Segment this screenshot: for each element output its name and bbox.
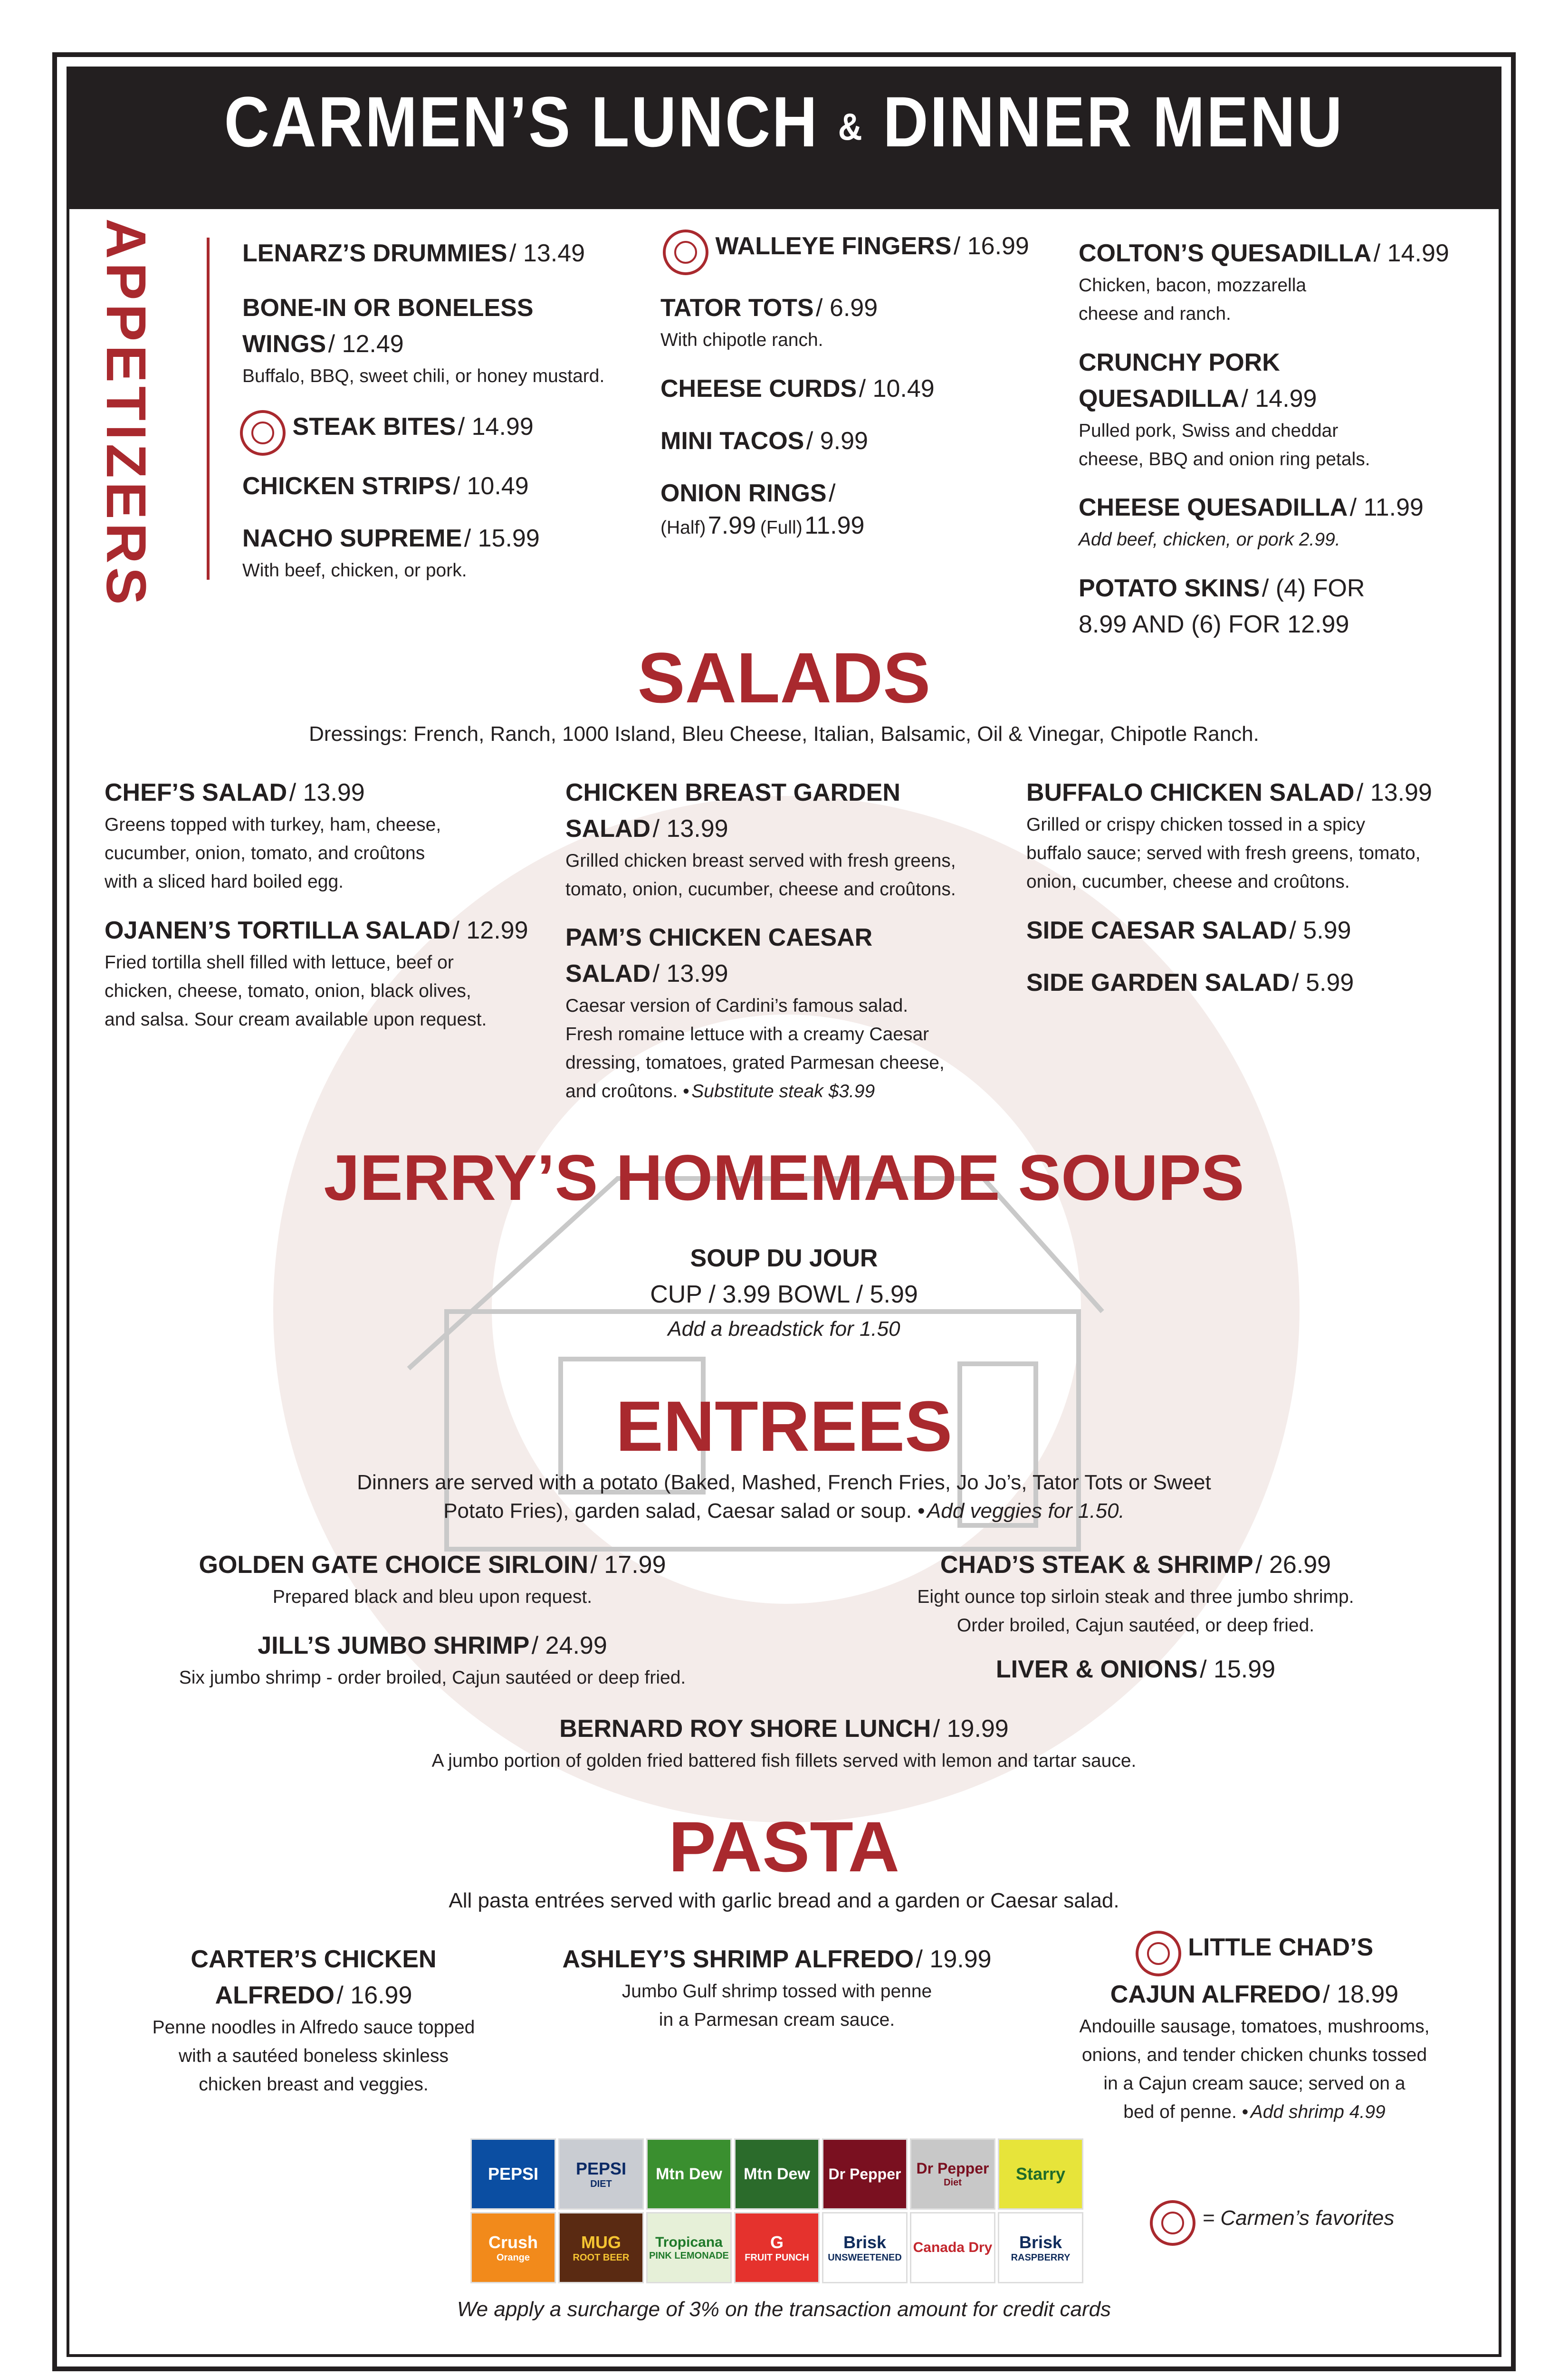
drink-label: Brisk: [1019, 2232, 1062, 2252]
item-desc: Eight ounce top sirloin steak and three jumbo shrimp.: [917, 1587, 1354, 1607]
salad-buffalo-chicken: [1026, 775, 1482, 896]
salads-title: SALADS: [637, 638, 931, 718]
drink-label: Tropicana: [655, 2234, 723, 2250]
item-name: CHEESE QUESADILLA: [1079, 494, 1348, 521]
surcharge-text: We apply a surcharge of 3% on the transaction amount for credit cards: [457, 2298, 1111, 2321]
appetizer-chicken-strips: [242, 468, 529, 504]
item-desc: With chipotle ranch.: [660, 330, 823, 350]
item-price: / 10.49: [453, 472, 529, 500]
item-price: / 14.99: [1241, 385, 1317, 412]
item-name: ASHLEY’S SHRIMP ALFREDO: [562, 1945, 914, 1973]
drink-sub: RASPBERRY: [1011, 2252, 1071, 2263]
carmens-favorite-icon: [663, 230, 708, 275]
item-name: TATOR TOTS: [660, 294, 814, 322]
item-desc: Chicken, bacon, mozzarella: [1079, 275, 1307, 296]
item-desc: and croûtons. •: [565, 1081, 689, 1102]
item-desc: Grilled chicken breast served with fresh greens,: [565, 851, 956, 871]
crush-logo: [470, 2212, 556, 2283]
item-name-2: SALAD: [565, 815, 651, 843]
full-label: (Full): [760, 517, 803, 538]
item-desc: in a Parmesan cream sauce.: [659, 2010, 895, 2030]
item-name: MINI TACOS: [660, 427, 804, 455]
drink-label: Canada Dry: [913, 2240, 993, 2255]
item-name: CHEESE CURDS: [660, 375, 857, 402]
carmens-favorite-icon: [1136, 1931, 1181, 1976]
drink-sub: FRUIT PUNCH: [745, 2252, 809, 2263]
item-name: LITTLE CHAD’S: [1188, 1934, 1374, 1961]
item-price: / 16.99: [336, 1982, 412, 2009]
carmens-favorite-icon: [240, 410, 286, 456]
full-price: 11.99: [804, 512, 865, 539]
salad-chef: [105, 775, 542, 896]
item-price: / 13.99: [652, 815, 728, 843]
item-upcharge: Add shrimp 4.99: [1250, 2101, 1386, 2122]
item-desc: Fresh romaine lettuce with a creamy Caesar: [565, 1024, 929, 1044]
item-name: LIVER & ONIONS: [995, 1656, 1198, 1683]
salad-side-garden: [1026, 965, 1354, 1001]
item-name: LENARZ’S DRUMMIES: [242, 240, 507, 267]
item-desc: tomato, onion, cucumber, cheese and croûtons.: [565, 879, 956, 900]
drink-label: PEPSI: [488, 2164, 539, 2184]
drink-logos: [470, 2138, 1093, 2295]
item-price: / 19.99: [933, 1715, 1009, 1743]
salad-ojanen: [105, 912, 561, 1034]
dr-pepper-logo: [822, 2138, 908, 2210]
item-name: CRUNCHY PORK: [1079, 349, 1280, 376]
brisk-raspberry-logo: [998, 2212, 1083, 2283]
diet-dr-pepper-logo: [910, 2138, 995, 2210]
item-price: / 13.99: [1356, 779, 1432, 806]
item-price: / 5.99: [1292, 969, 1354, 996]
brisk-logo: [822, 2212, 908, 2283]
appetizers-divider: [207, 238, 210, 580]
appetizer-nacho-supreme: [242, 520, 540, 585]
item-price: / 15.99: [1200, 1656, 1276, 1683]
item-desc: Andouille sausage, tomatoes, mushrooms,: [1079, 2016, 1430, 2037]
item-price: / 5.99: [1289, 917, 1351, 944]
salad-chicken-breast-garden: [565, 775, 1022, 904]
diet-pepsi-logo: [558, 2138, 644, 2210]
item-desc: Order broiled, Cajun sautéed, or deep fried.: [956, 1615, 1315, 1636]
item-desc: Prepared black and bleu upon request.: [272, 1587, 593, 1607]
pasta-carters-chicken-alfredo: [109, 1941, 518, 2099]
item-desc: Grilled or crispy chicken tossed in a spicy: [1026, 814, 1366, 835]
pepsi-logo: [470, 2138, 556, 2210]
tropicana-logo: [646, 2212, 732, 2283]
item-name: JILL’S JUMBO SHRIMP: [258, 1632, 530, 1659]
salads-dressings: [67, 720, 1501, 748]
appetizer-cheese-quesadilla: [1079, 489, 1424, 554]
item-desc: in a Cajun cream sauce; served on a: [1103, 2073, 1405, 2094]
item-desc: onions, and tender chicken chunks tossed: [1081, 2044, 1427, 2065]
item-name-2: ALFREDO: [215, 1982, 335, 2009]
item-desc: bed of penne. •: [1123, 2101, 1249, 2122]
drink-label: G: [770, 2232, 784, 2252]
item-name-2: WINGS: [242, 330, 326, 358]
item-desc: with a sautéed boneless skinless: [179, 2046, 449, 2066]
appetizer-wings: [242, 290, 670, 391]
item-name-2: QUESADILLA: [1079, 385, 1239, 412]
item-price: / 13.99: [652, 960, 728, 987]
half-price: 7.99: [708, 512, 756, 539]
canada-dry-logo: [910, 2212, 995, 2283]
appetizer-onion-rings: [660, 475, 864, 542]
item-name: OJANEN’S TORTILLA SALAD: [105, 917, 451, 944]
entree-jills-jumbo-shrimp: [95, 1628, 770, 1692]
item-name: ONION RINGS: [660, 479, 827, 507]
item-name-2: SALAD: [565, 960, 651, 987]
drink-label: Starry: [1015, 2164, 1066, 2184]
entree-golden-gate-sirloin: [95, 1547, 770, 1611]
item-desc: Buffalo, BBQ, sweet chili, or honey mustard.: [242, 366, 605, 386]
appetizer-potato-skins: [1079, 570, 1365, 642]
item-desc: cheese and ranch.: [1079, 304, 1231, 324]
soups-title: JERRY’S HOMEMADE SOUPS: [324, 1141, 1244, 1214]
gatorade-logo: [734, 2212, 820, 2283]
favorites-legend-text: = Carmen’s favorites: [1202, 2206, 1395, 2230]
item-desc: Greens topped with turkey, ham, cheese,: [105, 814, 441, 835]
item-name: POTATO SKINS: [1079, 575, 1260, 602]
item-name: STEAK BITES: [292, 413, 456, 441]
item-name: COLTON’S QUESADILLA: [1079, 240, 1372, 267]
pasta-ashleys-shrimp-alfredo: [527, 1941, 1026, 2034]
item-desc: Caesar version of Cardini’s famous salad.: [565, 996, 908, 1016]
intro-line: Potato Fries), garden salad, Caesar salad or soup. •: [443, 1499, 925, 1523]
drink-sub: UNSWEETENED: [828, 2252, 902, 2263]
drink-label: Mtn Dew: [744, 2165, 810, 2183]
appetizer-cheese-curds: [660, 371, 935, 407]
item-name: CHICKEN STRIPS: [242, 472, 451, 500]
intro-line: All pasta entrées served with garlic bread and a garden or Caesar salad.: [449, 1889, 1119, 1912]
item-price: / 13.99: [289, 779, 365, 806]
appetizer-lenarz: [242, 235, 585, 271]
item-price: / 26.99: [1255, 1551, 1331, 1579]
favorites-legend: [1150, 2200, 1394, 2246]
item-name: SIDE GARDEN SALAD: [1026, 969, 1290, 996]
item-desc: and salsa. Sour cream available upon request.: [105, 1009, 487, 1030]
item-desc: With beef, chicken, or pork.: [242, 560, 467, 581]
diet-mountain-dew-logo: [734, 2138, 820, 2210]
item-name: BONE-IN OR BONELESS: [242, 294, 534, 322]
title-part1: CARMEN’S LUNCH: [224, 82, 819, 162]
entree-liver-onions: [808, 1651, 1463, 1687]
drink-label: MUG: [581, 2232, 621, 2252]
dressings-text: Dressings: French, Ranch, 1000 Island, Bleu Cheese, Italian, Balsamic, Oil & Vinegar, Chipotle Ranch.: [309, 722, 1259, 746]
item-price: / 18.99: [1323, 1980, 1399, 2008]
item-price: / 11.99: [1349, 494, 1424, 521]
item-note: Add a breadstick for 1.50: [668, 1317, 900, 1341]
drink-sub: ROOT BEER: [573, 2252, 630, 2263]
item-price: / 19.99: [916, 1945, 992, 1973]
entree-chads-steak-shrimp: [808, 1547, 1463, 1640]
appetizer-crunchy-pork-quesadilla: [1079, 345, 1370, 474]
item-price: / 17.99: [590, 1551, 666, 1579]
item-name: GOLDEN GATE CHOICE SIRLOIN: [199, 1551, 589, 1579]
drink-label: Dr Pepper: [828, 2165, 901, 2183]
carmens-favorite-icon: [1150, 2200, 1195, 2246]
drink-label: Mtn Dew: [656, 2165, 722, 2183]
item-name-2: CAJUN ALFREDO: [1110, 1980, 1321, 2008]
entrees-title: ENTREES: [615, 1386, 953, 1466]
item-desc: chicken breast and veggies.: [199, 2074, 429, 2095]
item-price: / 16.99: [953, 232, 1029, 260]
drink-sub: Diet: [944, 2177, 962, 2188]
appetizer-steak-bites: [240, 409, 534, 456]
item-price: / 12.49: [328, 330, 404, 358]
item-price: / 14.99: [1373, 240, 1449, 267]
item-name: CARTER’S CHICKEN: [191, 1945, 437, 1973]
item-desc: buffalo sauce; served with fresh greens, tomato,: [1026, 843, 1421, 863]
appetizer-walleye: [663, 228, 1029, 275]
item-price: / 15.99: [464, 525, 540, 552]
appetizers-title-text: APPETIZERS: [95, 218, 157, 609]
drink-label: Dr Pepper: [916, 2160, 989, 2177]
drink-label: Brisk: [843, 2232, 887, 2252]
item-desc: Add beef, chicken, or pork 2.99.: [1079, 529, 1340, 550]
title-amp: &: [838, 105, 864, 148]
item-desc: A jumbo portion of golden fried battered fish fillets served with lemon and tartar sauce.: [431, 1751, 1137, 1771]
item-name: CHICKEN BREAST GARDEN: [565, 779, 900, 806]
appetizer-tator-tots: [660, 290, 878, 354]
item-price: / 6.99: [816, 294, 878, 322]
item-price: / (4) FOR: [1262, 575, 1365, 602]
item-price: CUP / 3.99 BOWL / 5.99: [650, 1281, 918, 1308]
item-desc: Six jumbo shrimp - order broiled, Cajun sautéed or deep fried.: [179, 1667, 686, 1688]
intro-upcharge: Add veggies for 1.50.: [927, 1499, 1125, 1523]
item-desc: onion, cucumber, cheese and croûtons.: [1026, 872, 1350, 892]
drink-sub: Orange: [496, 2252, 530, 2263]
item-price: /: [829, 479, 836, 507]
item-name: PAM’S CHICKEN CAESAR: [565, 924, 873, 951]
entree-shore-lunch: [67, 1711, 1501, 1775]
half-label: (Half): [660, 517, 706, 538]
drink-sub: PINK LEMONADE: [649, 2250, 729, 2261]
appetizer-mini-tacos: [660, 423, 868, 459]
item-name: WALLEYE FINGERS: [715, 232, 952, 260]
mug-root-beer-logo: [558, 2212, 644, 2283]
item-desc: chicken, cheese, tomato, onion, black olives,: [105, 981, 471, 1001]
starry-logo: [998, 2138, 1083, 2210]
item-price: / 9.99: [806, 427, 868, 455]
item-desc: Fried tortilla shell filled with lettuce, beef or: [105, 952, 454, 973]
item-desc: with a sliced hard boiled egg.: [105, 872, 344, 892]
item-price: / 13.49: [509, 240, 585, 267]
appetizer-colton-quesadilla: [1079, 235, 1449, 328]
item-name: NACHO SUPREME: [242, 525, 462, 552]
item-desc: cucumber, onion, tomato, and croûtons: [105, 843, 425, 863]
item-name: SIDE CAESAR SALAD: [1026, 917, 1287, 944]
appetizers-title: [93, 218, 159, 609]
item-desc: Penne noodles in Alfredo sauce topped: [152, 2017, 475, 2038]
pasta-title: PASTA: [668, 1807, 900, 1887]
menu-title: [153, 81, 1415, 163]
drink-label: Crush: [488, 2232, 538, 2252]
salad-side-caesar: [1026, 912, 1351, 948]
item-desc: cheese, BBQ and onion ring petals.: [1079, 449, 1370, 469]
item-name: BERNARD ROY SHORE LUNCH: [559, 1715, 931, 1743]
item-price: / 12.99: [452, 917, 528, 944]
item-upcharge: Substitute steak $3.99: [691, 1081, 875, 1102]
title-part2: DINNER MENU: [883, 82, 1344, 162]
item-name: BUFFALO CHICKEN SALAD: [1026, 779, 1355, 806]
mountain-dew-logo: [646, 2138, 732, 2210]
salad-pams-chicken-caesar: [565, 920, 1022, 1106]
item-price-2: 8.99 AND (6) FOR 12.99: [1079, 611, 1349, 638]
drink-label: PEPSI: [575, 2158, 627, 2178]
item-price: / 10.49: [859, 375, 935, 402]
item-desc: dressing, tomatoes, grated Parmesan cheese,: [565, 1053, 945, 1073]
item-desc: Jumbo Gulf shrimp tossed with penne: [621, 1981, 932, 2002]
item-price: / 24.99: [531, 1632, 607, 1659]
entrees-intro: [67, 1468, 1501, 1525]
item-name: CHAD’S STEAK & SHRIMP: [940, 1551, 1253, 1579]
item-name: CHEF’S SALAD: [105, 779, 287, 806]
item-price: / 14.99: [458, 413, 534, 441]
drink-sub: DIET: [590, 2178, 612, 2189]
intro-line: Dinners are served with a potato (Baked, Mashed, French Fries, Jo Jo’s, Tator Tots or Sweet: [357, 1471, 1211, 1494]
item-name: SOUP DU JOUR: [690, 1245, 878, 1272]
item-desc: Pulled pork, Swiss and cheddar: [1079, 421, 1339, 441]
pasta-little-chads-cajun-alfredo: [1031, 1929, 1478, 2127]
pasta-intro: [67, 1887, 1501, 1915]
soup-du-jour: [67, 1240, 1501, 1346]
surcharge-note: [67, 2295, 1501, 2324]
